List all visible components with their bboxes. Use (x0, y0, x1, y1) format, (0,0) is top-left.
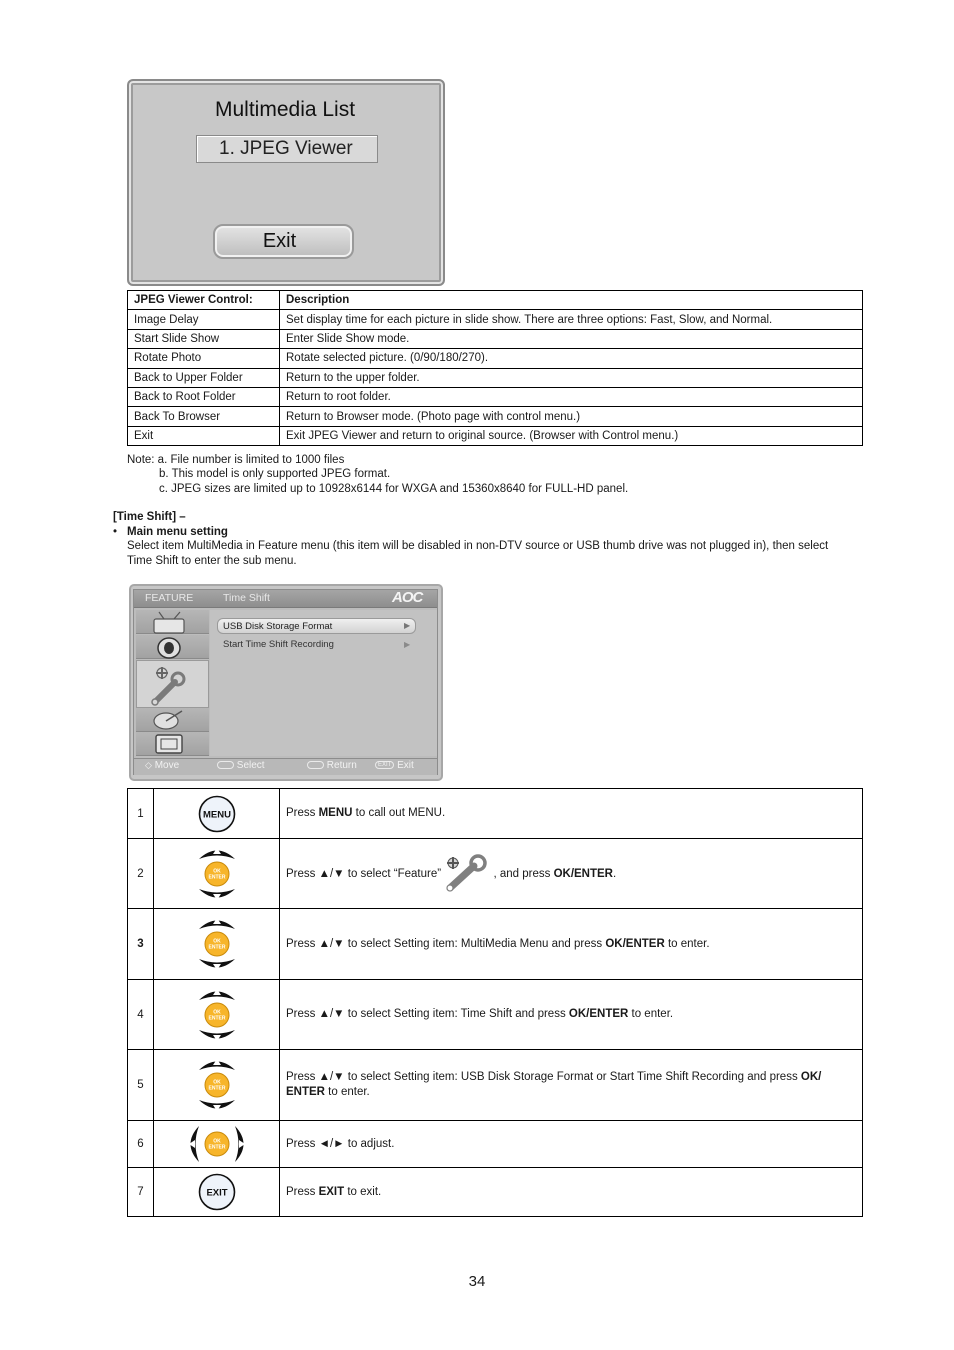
table-row (128, 789, 863, 839)
section-heading: [Time Shift] – (113, 511, 186, 523)
step-description (280, 789, 863, 839)
column-header-description: Description (280, 291, 863, 310)
step-number: 1 (128, 789, 154, 839)
step-text: to call out MENU. (352, 807, 446, 820)
step-icon-cell (154, 980, 280, 1050)
exit-key-label: EXIT (205, 1187, 228, 1199)
table-row (128, 349, 863, 368)
table-row (128, 387, 863, 406)
table-header-row (128, 291, 863, 310)
osd-menu-name: FEATURE (145, 592, 194, 604)
step-text: Press ▲/▼ to select Setting item: Time Shift and press (286, 1008, 569, 1021)
table-row (128, 426, 863, 445)
footer-return (307, 760, 357, 771)
column-header-control: JPEG Viewer Control: (128, 291, 280, 310)
table-row (128, 368, 863, 387)
subheading: Main menu setting (127, 526, 228, 538)
step-description (280, 980, 863, 1050)
menu-button-icon (197, 794, 237, 834)
tv-category-tile[interactable] (136, 610, 209, 634)
step-description (280, 839, 863, 909)
step-text: Press (286, 807, 319, 820)
control-name: Rotate Photo (128, 349, 280, 368)
control-description: Return to root folder. (280, 387, 863, 406)
left-right-ok-buttons-icon (186, 1124, 248, 1164)
feature-category-tile-selected[interactable] (136, 660, 209, 708)
up-down-ok-buttons-icon (197, 985, 237, 1045)
multimedia-list-title: Multimedia List (215, 98, 356, 121)
arrow-right-icon: ▶ (404, 621, 411, 630)
footer-move (145, 760, 179, 771)
jpeg-control-table (127, 290, 863, 446)
step-icon-cell (154, 839, 280, 909)
table-row (128, 1168, 863, 1217)
control-name: Back to Root Folder (128, 387, 280, 406)
up-down-ok-buttons-icon (197, 914, 237, 974)
footer-select-label: Select (236, 760, 265, 771)
paragraph-line2: Time Shift to enter the sub menu. (127, 555, 297, 567)
wrench-screwdriver-icon (137, 661, 210, 709)
menu-key-label: MENU (202, 809, 231, 820)
select-key-icon (217, 761, 234, 769)
step-text: to enter. (628, 1008, 674, 1021)
control-name: Exit (128, 426, 280, 445)
note-b: b. This model is only supported JPEG format. (159, 468, 391, 480)
note-a: Note: a. File number is limited to 1000 files (127, 454, 345, 466)
control-name: Back to Upper Folder (128, 368, 280, 387)
step-description (280, 909, 863, 980)
step-text: Press ▲/▼ to select “Feature” (286, 867, 442, 880)
control-description: Exit JPEG Viewer and return to original source. (Browser with Control menu.) (280, 426, 863, 445)
arrow-right-icon: ▶ (404, 640, 411, 649)
tv-icon (136, 610, 209, 634)
wrench-screwdriver-icon (444, 854, 490, 894)
footer-exit-label: Exit (397, 760, 414, 771)
step-icon-cell (154, 789, 280, 839)
table-row (128, 909, 863, 980)
ok-key-label: OK (212, 868, 221, 874)
step-description (280, 1168, 863, 1217)
channel-category-tile[interactable] (136, 708, 209, 732)
table-row (128, 1050, 863, 1121)
control-description: Enter Slide Show mode. (280, 329, 863, 348)
step-description (280, 1050, 863, 1121)
ok-key-label: OK (212, 938, 221, 945)
osd-item-start-recording[interactable]: Start Time Shift Recording (223, 639, 334, 650)
step-text: Press ◄/► to adjust. (286, 1137, 395, 1150)
jpeg-viewer-item[interactable]: 1. JPEG Viewer (196, 135, 378, 163)
footer-return-label: Return (326, 760, 357, 771)
step-number: 2 (128, 839, 154, 909)
step-text: . (612, 867, 617, 880)
step-key: ENTER (286, 1086, 325, 1098)
table-row (128, 310, 863, 329)
step-key: OK/ (800, 1071, 822, 1084)
move-arrows-icon: ◇ (145, 760, 152, 770)
aoc-logo: AOC (392, 589, 423, 606)
step-key: EXIT (318, 1185, 345, 1198)
enter-key-label: ENTER (208, 1144, 225, 1151)
steps-table (127, 788, 863, 1217)
step-number: 3 (128, 909, 154, 980)
table-row (128, 1121, 863, 1168)
screen-icon (136, 732, 209, 756)
footer-select (217, 760, 265, 771)
ok-key-label: OK (212, 1079, 221, 1086)
sound-category-tile[interactable] (136, 635, 209, 659)
note-c: c. JPEG sizes are limited up to 10928x6144 for WXGA and 15360x8640 for FULL-HD panel. (159, 483, 629, 495)
exit-button[interactable]: Exit (213, 224, 354, 259)
step-number: 7 (128, 1168, 154, 1217)
footer-move-label: Move (154, 760, 180, 771)
step-text: to enter. (664, 937, 710, 950)
speaker-icon (136, 635, 209, 659)
step-text: , and press (493, 867, 554, 880)
step-icon-cell (154, 1121, 280, 1168)
exit-button-icon (197, 1172, 237, 1212)
osd-item-usb-format[interactable]: USB Disk Storage Format (223, 621, 333, 632)
enter-key-label: ENTER (208, 1015, 225, 1021)
up-down-ok-buttons-icon (197, 844, 237, 904)
satellite-icon (136, 708, 209, 732)
step-text: to enter. (324, 1086, 370, 1098)
enter-key-label: ENTER (208, 874, 225, 880)
step-key: OK/ENTER (605, 937, 665, 950)
enter-key-label: ENTER (208, 1085, 225, 1092)
step-number: 6 (128, 1121, 154, 1168)
step-text: Press ▲/▼ to select Setting item: USB Disk Storage Format or Start Time Shift Recording and press (286, 1071, 801, 1084)
up-down-ok-buttons-icon (197, 1055, 237, 1115)
paragraph-line1: Select item MultiMedia in Feature menu (this item will be disabled in non-DTV source or USB thumb drive was not plugged in), then select (127, 540, 829, 552)
return-key-icon (307, 761, 324, 769)
footer-exit (375, 760, 414, 771)
step-number: 5 (128, 1050, 154, 1121)
step-icon-cell (154, 1050, 280, 1121)
bullet: • (113, 526, 118, 538)
osd-submenu-name: Time Shift (223, 592, 270, 604)
step-icon-cell (154, 909, 280, 980)
control-description: Rotate selected picture. (0/90/180/270). (280, 349, 863, 368)
ok-key-label: OK (212, 1009, 221, 1015)
enter-key-label: ENTER (208, 944, 225, 951)
control-name: Image Delay (128, 310, 280, 329)
table-row (128, 980, 863, 1050)
page-number: 34 (468, 1273, 486, 1290)
step-icon-cell (154, 1168, 280, 1217)
osd-category-sidebar (136, 610, 209, 756)
table-row (128, 329, 863, 348)
picture-category-tile[interactable] (136, 732, 209, 756)
ok-key-label: OK (212, 1138, 221, 1145)
step-text: to exit. (344, 1185, 382, 1198)
step-number: 4 (128, 980, 154, 1050)
exit-key-icon: EXIT (375, 761, 394, 769)
control-description: Return to the upper folder. (280, 368, 863, 387)
control-description: Set display time for each picture in slide show. There are three options: Fast, Slow, and Normal. (280, 310, 863, 329)
control-description: Return to Browser mode. (Photo page with control menu.) (280, 407, 863, 426)
step-key: MENU (318, 807, 353, 820)
step-text: Press ▲/▼ to select Setting item: MultiMedia Menu and press (286, 937, 606, 950)
step-key: OK/ENTER (553, 867, 613, 880)
table-row (128, 407, 863, 426)
table-row (128, 839, 863, 909)
step-key: OK/ENTER (568, 1008, 629, 1021)
step-description (280, 1121, 863, 1168)
step-text: Press (286, 1185, 319, 1198)
control-name: Start Slide Show (128, 329, 280, 348)
control-name: Back To Browser (128, 407, 280, 426)
